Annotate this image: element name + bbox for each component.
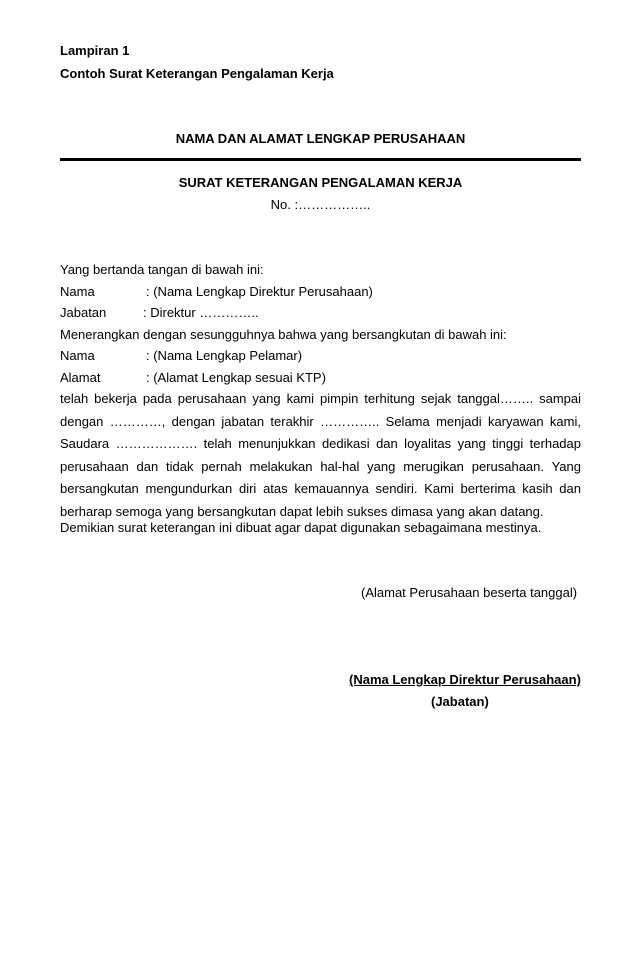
body-line: Saudara ………………. telah menunjukkan dedikasi dan loyalitas yang tinggi terhadap bbox=[60, 436, 581, 451]
letter-number: No. :…………….. bbox=[270, 197, 371, 212]
signer-position-label: Jabatan bbox=[60, 305, 107, 320]
signature-position: (Jabatan) bbox=[431, 694, 489, 709]
statement-text: Menerangkan dengan sesungguhnya bahwa yang bersangkutan di bawah ini: bbox=[60, 327, 507, 342]
place-date: (Alamat Perusahaan beserta tanggal) bbox=[361, 585, 578, 600]
body-line: bersangkutan mengundurkan diri atas kemauannya sendiri. Kami berterima kasih dan bbox=[60, 481, 581, 496]
attachment-title: Contoh Surat Keterangan Pengalaman Kerja bbox=[60, 66, 334, 81]
subject-name-value: : (Nama Lengkap Pelamar) bbox=[146, 348, 303, 363]
letter-title: SURAT KETERANGAN PENGALAMAN KERJA bbox=[178, 175, 463, 190]
body-line: telah bekerja pada perusahaan yang kami pimpin terhitung sejak tanggal…….. sampai bbox=[60, 391, 581, 406]
signature-name: (Nama Lengkap Direktur Perusahaan) bbox=[349, 672, 581, 687]
letterhead-divider bbox=[60, 158, 581, 161]
subject-address-value: : (Alamat Lengkap sesuai KTP) bbox=[146, 370, 326, 385]
body-line: perusahaan dan tidak pernah melakukan hal-hal yang merugikan perusahaan. Yang bbox=[60, 458, 581, 474]
intro-text: Yang bertanda tangan di bawah ini: bbox=[60, 262, 264, 277]
subject-name-row bbox=[60, 348, 580, 366]
body-line: dengan …………, dengan jabatan terakhir ………….. Selama menjadi karyawan kami, bbox=[60, 413, 581, 429]
body-line: berharap semoga yang bersangkutan dapat lebih sukses dimasa yang akan datang. bbox=[60, 503, 544, 519]
signer-name-row bbox=[60, 284, 580, 302]
closing-text: Demikian surat keterangan ini dibuat agar dapat digunakan sebagaimana mestinya. bbox=[60, 520, 542, 535]
signer-name-value: : (Nama Lengkap Direktur Perusahaan) bbox=[146, 284, 373, 299]
subject-address-row bbox=[60, 370, 580, 388]
signer-name-label: Nama bbox=[60, 284, 95, 299]
signer-position-value: : Direktur ………….. bbox=[143, 305, 259, 320]
company-letterhead: NAMA DAN ALAMAT LENGKAP PERUSAHAAN bbox=[175, 131, 466, 146]
subject-name-label: Nama bbox=[60, 348, 95, 363]
attachment-label: Lampiran 1 bbox=[60, 43, 130, 58]
body-paragraph bbox=[60, 388, 581, 523]
subject-address-label: Alamat bbox=[60, 370, 101, 385]
signer-position-row bbox=[60, 305, 580, 323]
